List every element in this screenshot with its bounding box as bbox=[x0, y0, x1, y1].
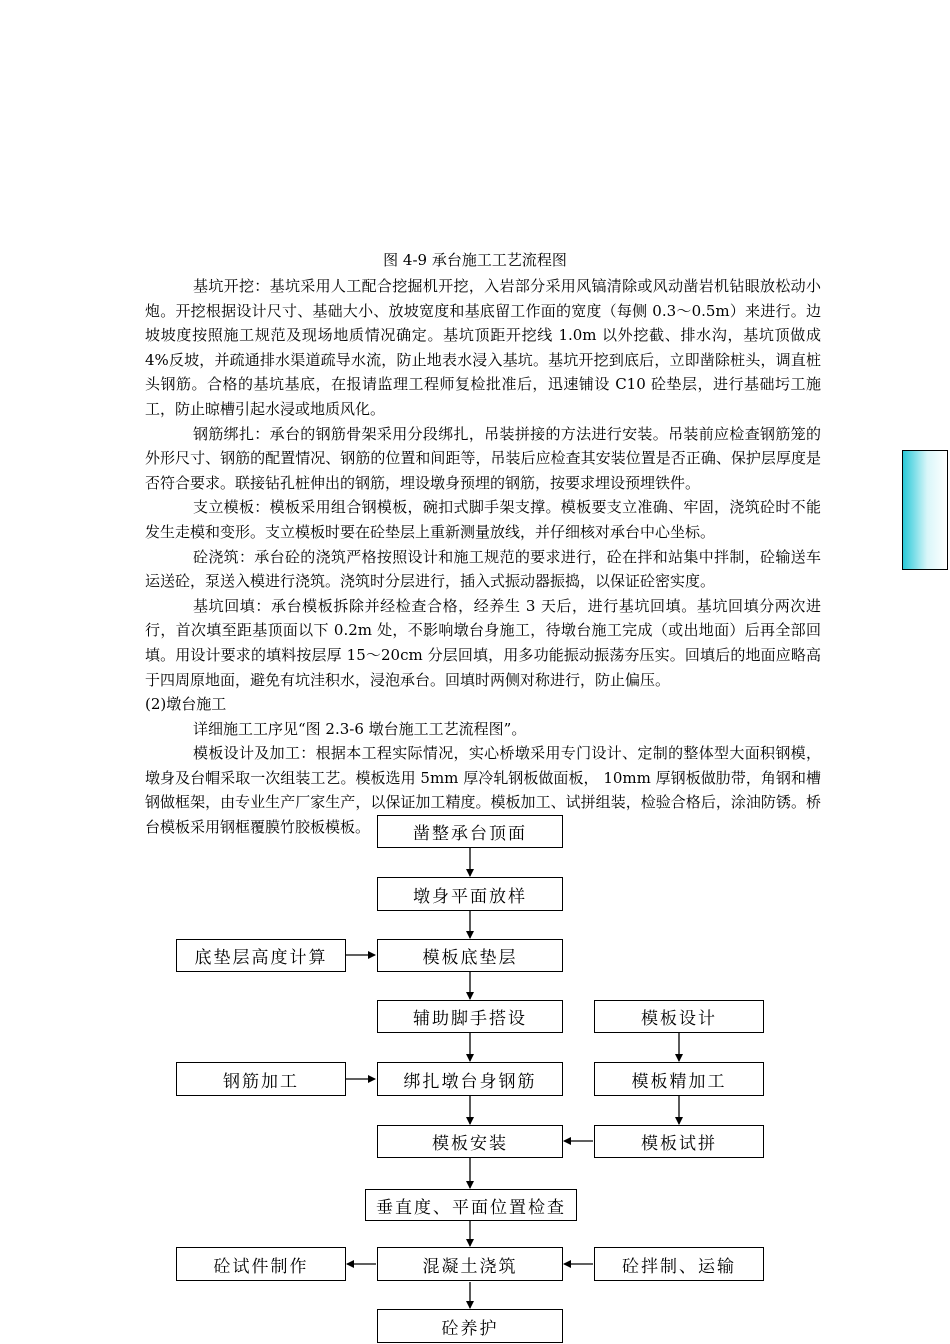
node-form-install: 模板安装 bbox=[377, 1125, 563, 1158]
node-layout: 墩身平面放样 bbox=[377, 877, 563, 911]
node-specimen: 砼试件制作 bbox=[176, 1247, 346, 1281]
node-clean-top: 凿整承台顶面 bbox=[377, 815, 563, 848]
node-bed-calc: 底垫层高度计算 bbox=[176, 939, 346, 972]
paragraph-backfill: 基坑回填：承台模板拆除并经检查合格，经养生 3 天后，进行基坑回填。基坑回填分两次进行，首次填至距基顶面以下 0.2m 处，不影响墩台身施工，待墩台施工完成（或出地面）后再全部回填。用设计要求的填料按层厚 15～20cm 分层回填，用多功能振动振荡夯压实。回填后的地面应略高于四周原地面，避免有坑洼积水，浸泡承台。回填时两侧对称进行，防止偏压。 bbox=[145, 596, 821, 689]
node-form-trial: 模板试拼 bbox=[594, 1125, 764, 1158]
paragraph-form-design: 模板设计及加工：根据本工程实际情况，实心桥墩采用专门设计、定制的整体型大面积钢模，墩身及台帽采取一次组装工艺。模板选用 5mm 厚冷轧钢板做面板， 10mm 厚钢板做肋带，角钢和槽钢做框架，由专业生产厂家生产，以保证加工精度。模板加工、试拼组装，检验合格后，涂油防锈。桥台模板采用钢框覆膜竹胶板模板。 bbox=[145, 744, 821, 837]
paragraph-process-ref: 详细施工工序见“图 2.3-6 墩台施工工艺流程图”。 bbox=[193, 719, 527, 738]
node-rebar-proc: 钢筋加工 bbox=[176, 1062, 346, 1096]
paragraph-excavation: 基坑开挖：基坑采用人工配合挖掘机开挖，入岩部分采用风镐清除或风动凿岩机钻眼放松动小炮。开挖根据设计尺寸、基础大小、放坡宽度和基底留工作面的宽度（每侧 0.3～0.5m）来进行。边坡坡度按照施工规范及现场地质情况确定。基坑顶距开挖线 1.0m 以外挖截、排水沟，基坑顶做成 4%反坡，并疏通排水渠道疏导水流，防止地表水浸入基坑。基坑开挖到底后，立即凿除桩头，调直桩头钢筋。合格的基坑基底，在报请监理工程师复检批准后，迅速铺设 C10 砼垫层，进行基础圬工施工，防止晾槽引起水浸或地质风化。 bbox=[145, 277, 821, 418]
node-cure: 砼养护 bbox=[377, 1309, 563, 1343]
node-pour: 混凝土浇筑 bbox=[377, 1247, 563, 1281]
paragraph-pouring: 砼浇筑：承台砼的浇筑严格按照设计和施工规范的要求进行，砼在拌和站集中拌制，砼输送车运送砼，泵送入模进行浇筑。浇筑时分层进行，插入式振动器振捣，以保证砼密实度。 bbox=[145, 547, 821, 591]
node-check: 垂直度、平面位置检查 bbox=[365, 1189, 577, 1221]
figure-caption: 图 4-9 承台施工工艺流程图 bbox=[383, 251, 567, 269]
section-heading-pier: (2)墩台施工 bbox=[145, 695, 227, 714]
node-form-design: 模板设计 bbox=[594, 1000, 764, 1033]
node-form-fine: 模板精加工 bbox=[594, 1062, 764, 1096]
paragraph-rebar: 钢筋绑扎：承台的钢筋骨架采用分段绑扎，吊装拼接的方法进行安装。吊装前应检查钢筋笼的外形尺寸、钢筋的配置情况、钢筋的位置和间距等，吊装后应检查其安装位置是否正确、保护层厚度是否符合要求。联接钻孔桩伸出的钢筋，埋设墩身预埋的钢筋，按要求埋设预埋铁件。 bbox=[145, 424, 821, 492]
node-rebar-tie: 绑扎墩台身钢筋 bbox=[377, 1062, 563, 1096]
node-scaffold: 辅助脚手搭设 bbox=[377, 1000, 563, 1033]
node-mix: 砼拌制、运输 bbox=[594, 1247, 764, 1281]
paragraph-formwork: 支立模板：模板采用组合钢模板，碗扣式脚手架支撑。模板要支立准确、牢固，浇筑砼时不能发生走模和变形。支立模板时要在砼垫层上重新测量放线，并仔细核对承台中心坐标。 bbox=[145, 498, 821, 541]
node-bed: 模板底垫层 bbox=[377, 939, 563, 972]
